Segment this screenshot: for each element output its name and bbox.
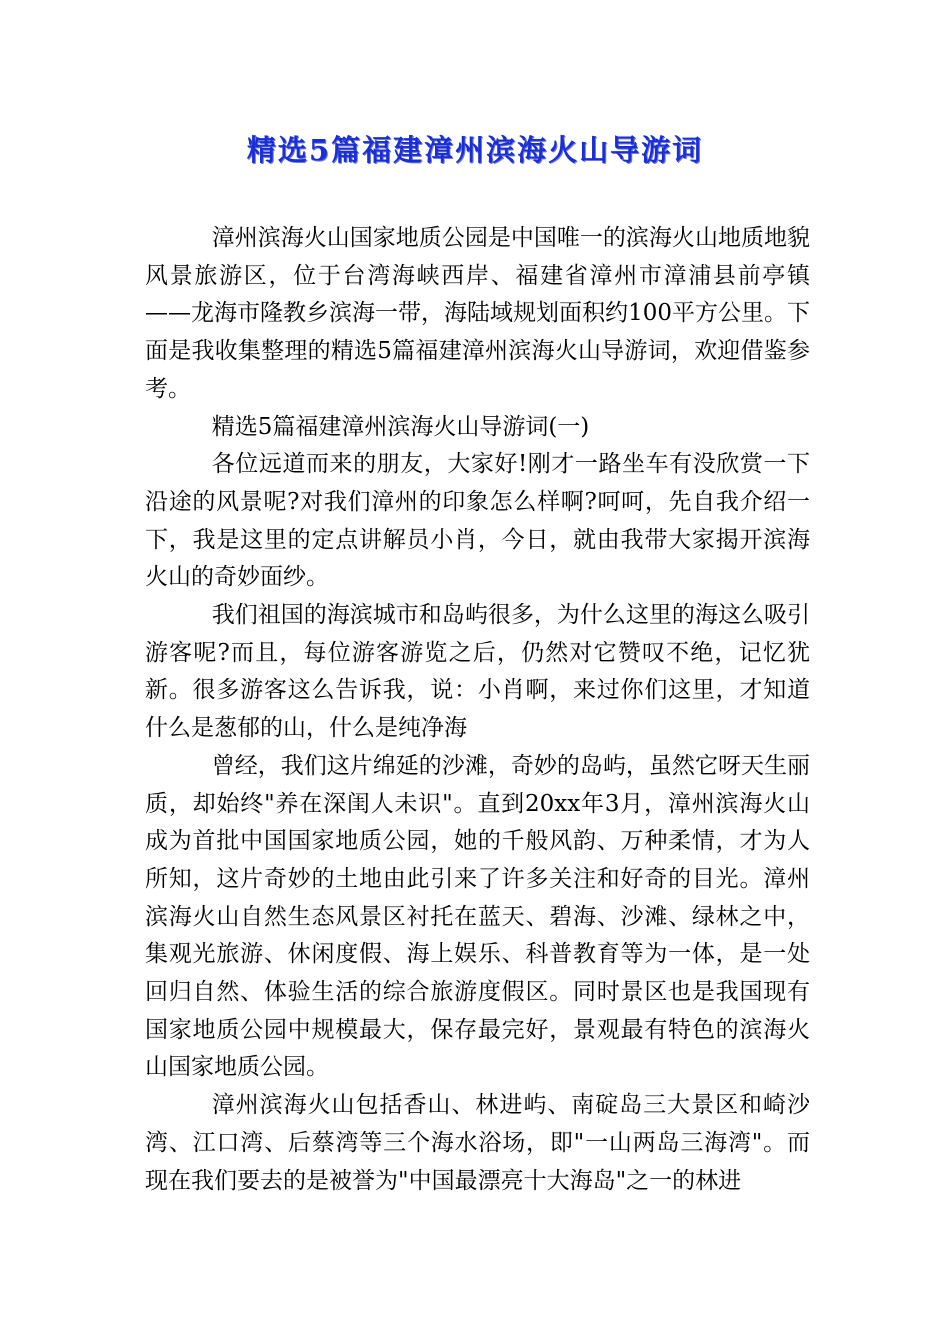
body-paragraph: 我们祖国的海滨城市和岛屿很多，为什么这里的海这么吸引游客呢?而且，每位游客游览之后，仍然对它赞叹不绝，记忆犹新。很多游客这么告诉我，说：小肖啊，来过你们这里，才知道什么是葱郁的山，什么是纯净海 [145,602,810,742]
section-heading: 精选5篇福建漳州滨海火山导游词(一) [211,413,590,440]
document-body [145,220,810,1200]
body-paragraph: 漳州滨海火山包括香山、林进屿、南碇岛三大景区和崎沙湾、江口湾、后蔡湾等三个海水浴场，即"一山两岛三海湾"。而现在我们要去的是被誉为"中国最漂亮十大海岛"之一的林进 [145,1092,810,1194]
document-title: 精选5篇福建漳州滨海火山导游词 [246,133,704,167]
intro-paragraph: 漳州滨海火山国家地质公园是中国唯一的滨海火山地质地貌风景旅游区，位于台湾海峡西岸、福建省漳州市漳浦县前亭镇——龙海市隆教乡滨海一带，海陆域规划面积约100平方公里。下面是我收集整理的精选5篇福建漳州滨海火山导游词，欢迎借鉴参考。 [145,225,810,402]
body-paragraph: 各位远道而来的朋友，大家好!刚才一路坐车有没欣赏一下沿途的风景呢?对我们漳州的印象怎么样啊?呵呵，先自我介绍一下，我是这里的定点讲解员小肖，今日，就由我带大家揭开滨海火山的奇妙面纱。 [145,451,810,591]
body-paragraph: 曾经，我们这片绵延的沙滩，奇妙的岛屿，虽然它呀天生丽质，却始终"养在深闺人未识"。直到20xx年3月，漳州滨海火山成为首批中国国家地质公园，她的千般风韵、万种柔情，才为人所知，这片奇妙的土地由此引来了许多关注和好奇的目光。漳州滨海火山自然生态风景区衬托在蓝天、碧海、沙滩、绿林之中，集观光旅游、休闲度假、海上娱乐、科普教育等为一体，是一处回归自然、体验生活的综合旅游度假区。同时景区也是我国现有国家地质公园中规模最大，保存最完好，景观最有特色的滨海火山国家地质公园。 [145,752,810,1081]
